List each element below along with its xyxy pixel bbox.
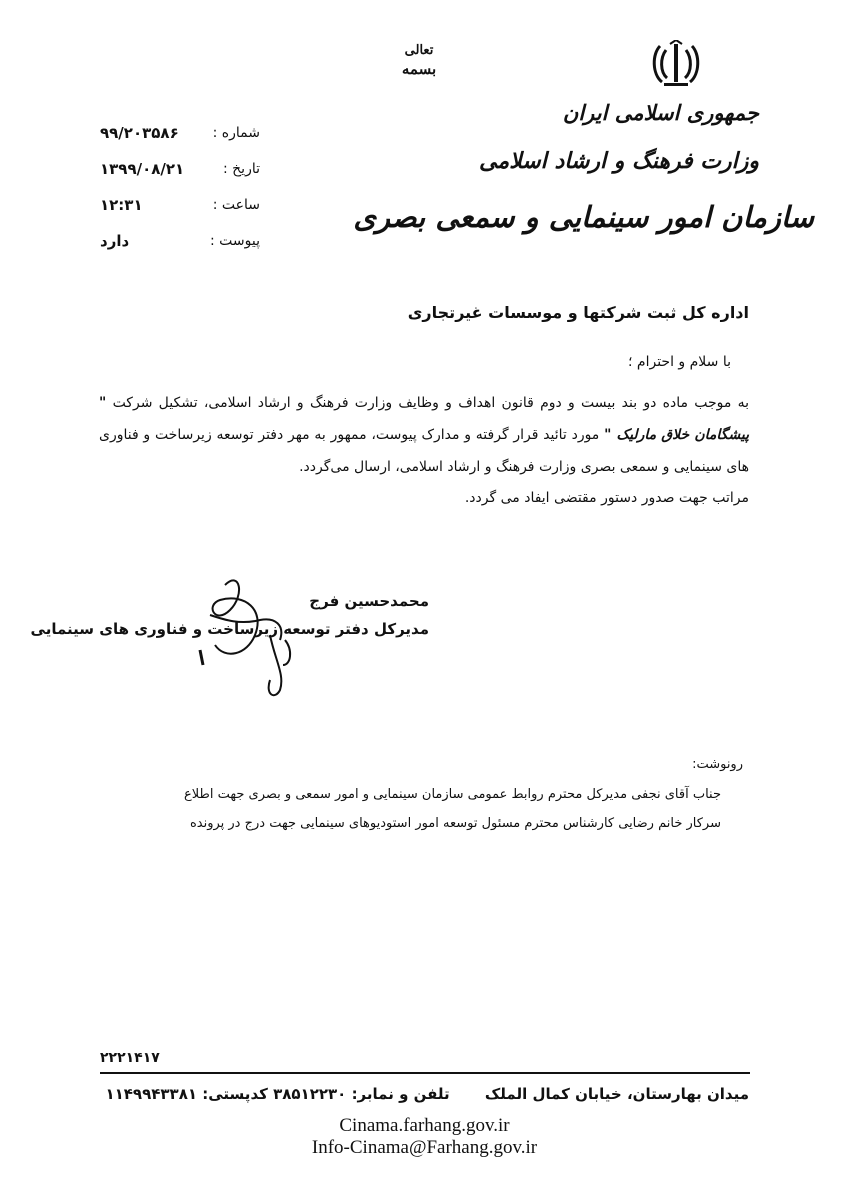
meta-date-value: ۱۳۹۹/۰۸/۲۱ [100, 160, 185, 178]
body-part2: مورد تائید قرار گرفته و مدارک پیوست، ممهور به مهر دفتر توسعه زیرساخت و فناوری های سینمایی و سمعی بصری وزارت فرهنگ و ارشاد اسلامی، ارسال می‌گردد. [99, 427, 749, 475]
meta-attachment-row [100, 223, 260, 259]
besmellah-line2: بسمه [401, 60, 437, 78]
meta-time-row [100, 187, 260, 223]
phone: ۳۸۵۱۲۲۳۰ [273, 1085, 347, 1103]
meta-time-value: ۱۲:۳۱ [100, 196, 143, 214]
postal-label: کدپستی: [202, 1085, 268, 1103]
meta-attachment-value: دارد [100, 232, 130, 250]
recipient: اداره کل ثبت شرکتها و موسسات غیرتجاری [407, 303, 749, 322]
meta-date-row [100, 151, 260, 187]
email-link[interactable]: Info-Cinama@Farhang.gov.ir [311, 1137, 538, 1158]
iran-emblem-icon [650, 40, 702, 88]
cc-line-1: جناب آقای نجفی مدیرکل محترم روابط عمومی سازمان سینمایی و امور سمعی و بصری جهت اطلاع [184, 787, 721, 802]
besmellah [388, 42, 450, 78]
letter-body [99, 387, 749, 483]
signer-title: مدیرکل دفتر توسعه زیرساخت و فناوری های سینمایی [30, 620, 429, 638]
meta-date-label: تاریخ : [222, 161, 260, 177]
body-part1: به موجب ماده دو بند بیست و دوم قانون اهداف و وظایف وزارت فرهنگ و ارشاد اسلامی، تشکیل شرکت [112, 395, 750, 411]
ministry-line3: سازمان امور سینمایی و سمعی بصری [353, 200, 814, 234]
footer-address [105, 1085, 749, 1103]
ministry-line1: جمهوری اسلامی ایران [562, 100, 759, 125]
meta-time-label: ساعت : [212, 197, 260, 213]
letter-meta [100, 115, 260, 259]
document-code: ۲۲۲۱۴۱۷ [100, 1050, 160, 1066]
website-link[interactable]: Cinama.farhang.gov.ir [339, 1115, 510, 1136]
phone-label: تلفن و نمابر: [351, 1085, 450, 1103]
signer-name: محمدحسین فرج [309, 592, 429, 610]
company-name: " پیشگامان خلاق مارلیک " [99, 395, 749, 443]
closing-line: مراتب جهت صدور دستور مقتضی ایفاد می گردد. [464, 490, 749, 506]
meta-attachment-label: پیوست : [210, 233, 260, 249]
footer-divider [100, 1072, 750, 1074]
cc-label: رونوشت: [692, 757, 743, 772]
ministry-line2: وزارت فرهنگ و ارشاد اسلامی [478, 148, 759, 174]
handwritten-signature [185, 565, 305, 705]
greeting: با سلام و احترام ؛ [628, 354, 731, 370]
meta-number-value: ۹۹/۲۰۳۵۸۶ [100, 124, 179, 142]
meta-number-row [100, 115, 260, 151]
address: میدان بهارستان، خیابان کمال الملک [484, 1085, 749, 1103]
postal-code: ۱۱۴۹۹۴۳۳۸۱ [105, 1085, 198, 1103]
cc-line-2: سرکار خانم رضایی کارشناس محترم مسئول توسعه امور استودیوهای سینمایی جهت درج در پرونده [189, 816, 721, 831]
meta-number-label: شماره : [212, 125, 260, 141]
besmellah-line1: تعالی [404, 43, 434, 58]
